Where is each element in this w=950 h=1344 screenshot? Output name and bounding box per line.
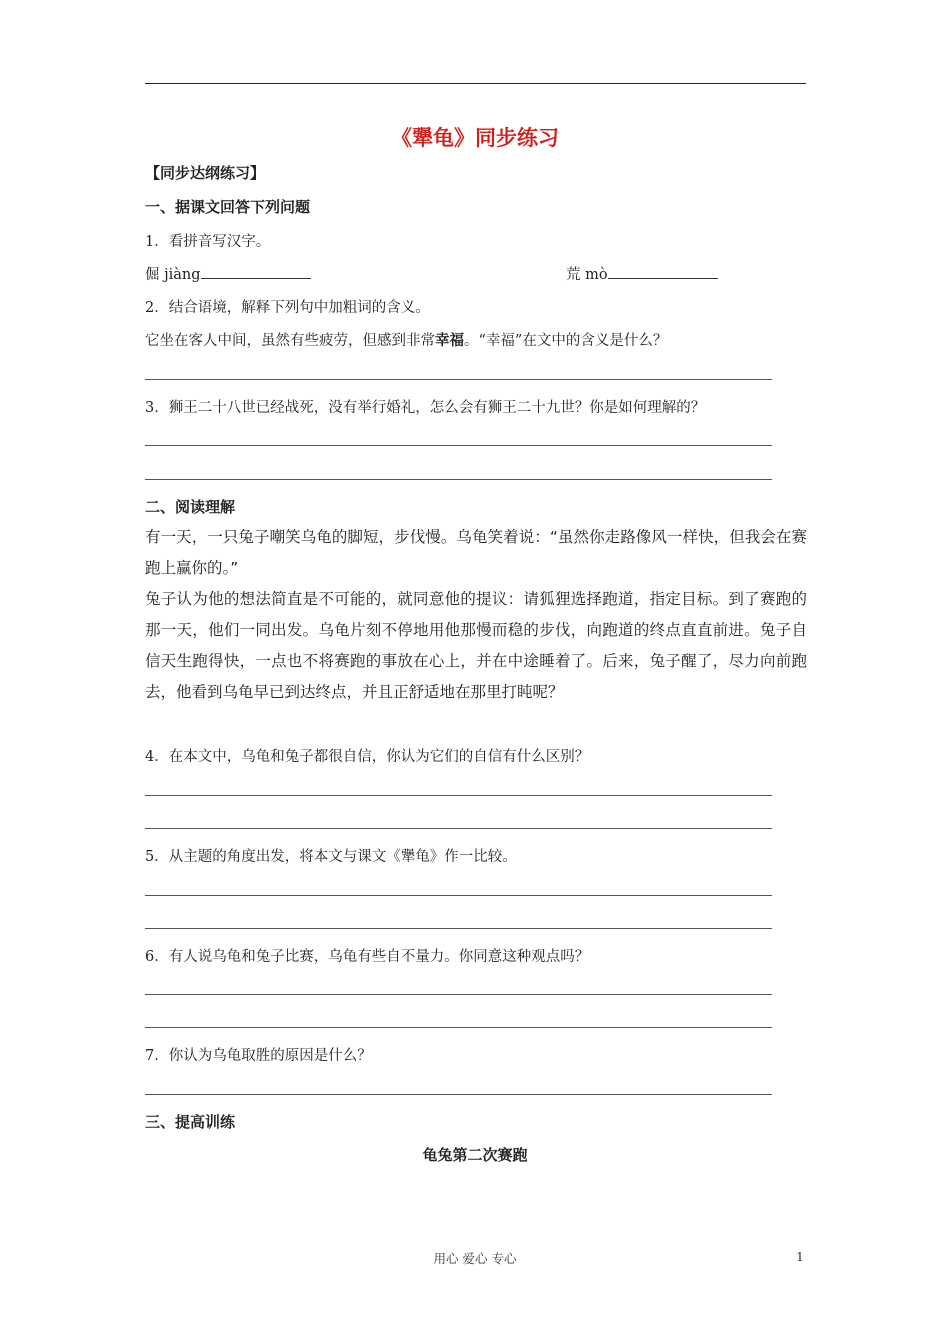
header-rule (145, 83, 806, 84)
answer-line-q5-2[interactable] (145, 928, 772, 929)
answer-line-q3-2[interactable] (145, 479, 772, 480)
section3-heading: 三、提高训练 (145, 1113, 236, 1131)
pinyin-item-left (145, 263, 311, 284)
pinyin-right-blank[interactable] (608, 264, 718, 279)
passage-paragraph-1: 有一天，一只兔子嘲笑乌龟的脚短，步伐慢。乌龟笑着说：“虽然你走路像风一样快，但我会在赛跑上赢你的。” (145, 528, 807, 577)
question-6: 6．有人说乌龟和兔子比赛，乌龟有些自不量力。你同意这种观点吗？ (145, 949, 590, 965)
question-2-sentence (145, 329, 667, 350)
answer-line-q6-1[interactable] (145, 994, 772, 995)
q2-sentence-before: 它坐在客人中间，虽然有些疲劳，但感到非常 (145, 333, 435, 349)
pinyin-right-label: 荒 mò (566, 267, 608, 283)
answer-line-q7[interactable] (145, 1094, 772, 1095)
reading-passage (145, 522, 807, 708)
question-3: 3．狮王二十八世已经战死，没有举行婚礼，怎么会有狮王二十九世？你是如何理解的？ (145, 400, 706, 416)
section3-subtitle: 龟兔第二次赛跑 (422, 1146, 528, 1164)
pinyin-left-label: 倔 jiàng (145, 267, 201, 283)
answer-line-q4-2[interactable] (145, 828, 772, 829)
document-title: 《犟龟》同步练习 (391, 126, 559, 150)
answer-line-q6-2[interactable] (145, 1027, 772, 1028)
question-7: 7．你认为乌龟取胜的原因是什么？ (145, 1048, 372, 1064)
pinyin-left-blank[interactable] (201, 264, 311, 279)
answer-line-q2[interactable] (145, 379, 772, 380)
question-4: 4．在本文中，乌龟和兔子都很自信，你认为它们的自信有什么区别？ (145, 749, 590, 765)
answer-line-q5-1[interactable] (145, 895, 772, 896)
footer-motto: 用心 爱心 专心 (433, 1251, 517, 1266)
passage-paragraph-2: 兔子认为他的想法简直是不可能的，就同意他的提议：请狐狸选择跑道，指定目标。到了赛跑的那一天，他们一同出发。乌龟片刻不停地用他那慢而稳的步伐，向跑道的终点直直前进。兔子自信天生跑得快，一点也不将赛跑的事放在心上，并在中途睡着了。后来，兔子醒了，尽力向前跑去，他看到乌龟早已到达终点，并且正舒适地在那里打盹呢？ (145, 590, 807, 701)
question-2: 2．结合语境，解释下列句中加粗词的含义。 (145, 300, 430, 316)
section1-heading: 一、据课文回答下列问题 (145, 198, 311, 216)
q2-sentence-after: 。“幸福”在文中的含义是什么？ (464, 333, 668, 349)
q2-bold-word: 幸福 (435, 333, 464, 349)
question-5: 5．从主题的角度出发，将本文与课文《犟龟》作一比较。 (145, 849, 517, 865)
pinyin-item-right (566, 263, 718, 284)
answer-line-q4-1[interactable] (145, 795, 772, 796)
page-number: 1 (796, 1249, 804, 1264)
section-header: 【同步达纲练习】 (145, 164, 266, 182)
answer-line-q3-1[interactable] (145, 445, 772, 446)
question-1: 1．看拼音写汉字。 (145, 234, 271, 250)
section2-heading: 二、阅读理解 (145, 498, 236, 516)
